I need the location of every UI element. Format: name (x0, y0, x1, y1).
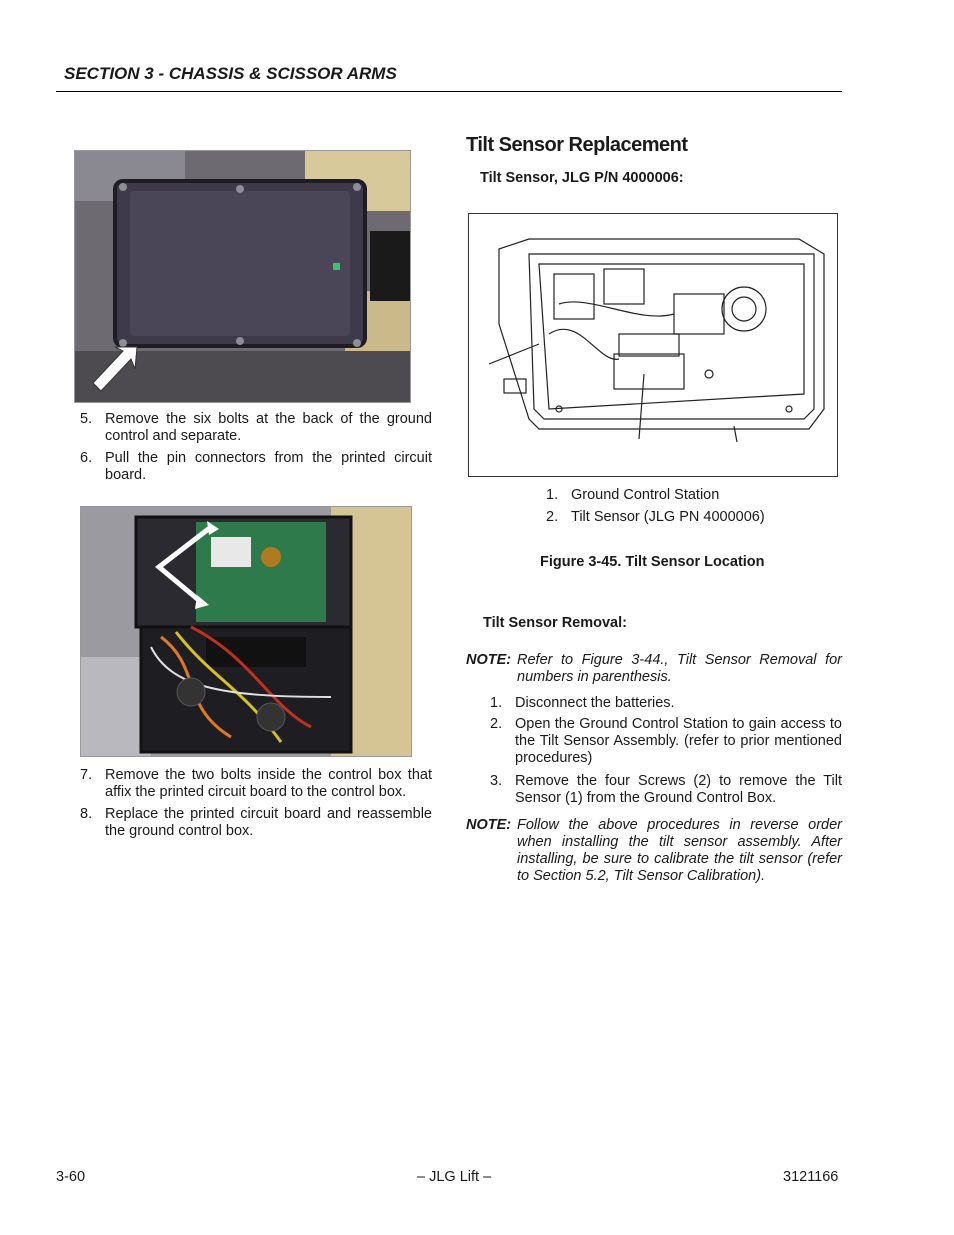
legend-text: Tilt Sensor (JLG PN 4000006) (571, 509, 765, 525)
section-title: SECTION 3 - CHASSIS & SCISSOR ARMS (64, 64, 397, 83)
note-label: NOTE: (466, 817, 512, 833)
step-number: 5. (80, 411, 93, 427)
step-text: Remove the six bolts at the back of the ground control and separate. (105, 411, 432, 444)
part-number-subheading: Tilt Sensor, JLG P/N 4000006: (480, 170, 684, 186)
tilt-sensor-figure (468, 213, 838, 477)
opened-control-box-photo (80, 506, 412, 757)
page-number: 3-60 (56, 1169, 86, 1185)
legend-item-2 (546, 509, 765, 525)
removal-step-2 (490, 716, 842, 770)
legend-number: 1. (546, 487, 559, 503)
step-text: Pull the pin connectors from the printed circuit board. (105, 450, 432, 483)
note-text: Follow the above procedures in reverse order when installing the tilt sensor assembly. After installing, be sure to calibrate the tilt sensor (refer to Section 5.2, Tilt Sensor Calibration). (517, 817, 842, 884)
document-number: 3121166 (783, 1169, 839, 1185)
note-text: Refer to Figure 3-44., Tilt Sensor Removal for numbers in parenthesis. (517, 652, 842, 685)
step-text: Disconnect the batteries. (515, 695, 675, 711)
step-number: 1. (490, 695, 503, 711)
legend-text: Ground Control Station (571, 487, 720, 503)
step-6 (80, 450, 432, 486)
ground-control-back-photo (74, 150, 411, 403)
figure-caption: Figure 3-45. Tilt Sensor Location (540, 554, 765, 570)
step-text: Open the Ground Control Station to gain access to the Tilt Sensor Assembly. (refer to prior mentioned procedures) (515, 716, 842, 766)
removal-step-1 (490, 695, 842, 713)
step-text: Remove the four Screws (2) to remove the Tilt Sensor (1) from the Ground Control Box. (515, 773, 842, 806)
step-5 (80, 411, 432, 447)
step-text: Replace the printed circuit board and reassemble the ground control box. (105, 806, 432, 839)
section-heading: Tilt Sensor Replacement (466, 134, 688, 156)
legend-number: 2. (546, 509, 559, 525)
step-number: 3. (490, 773, 503, 789)
step-number: 7. (80, 767, 93, 783)
step-7 (80, 767, 432, 803)
step-number: 6. (80, 450, 93, 466)
removal-subheading: Tilt Sensor Removal: (483, 615, 627, 631)
note-label: NOTE: (466, 652, 512, 668)
header-rule (56, 91, 842, 92)
removal-step-3 (490, 773, 842, 809)
legend-item-1 (546, 487, 720, 503)
step-number: 2. (490, 716, 503, 732)
step-text: Remove the two bolts inside the control box that affix the printed circuit board to the control box. (105, 767, 432, 800)
step-number: 8. (80, 806, 93, 822)
footer-center: – JLG Lift – (417, 1169, 492, 1185)
step-8 (80, 806, 432, 842)
